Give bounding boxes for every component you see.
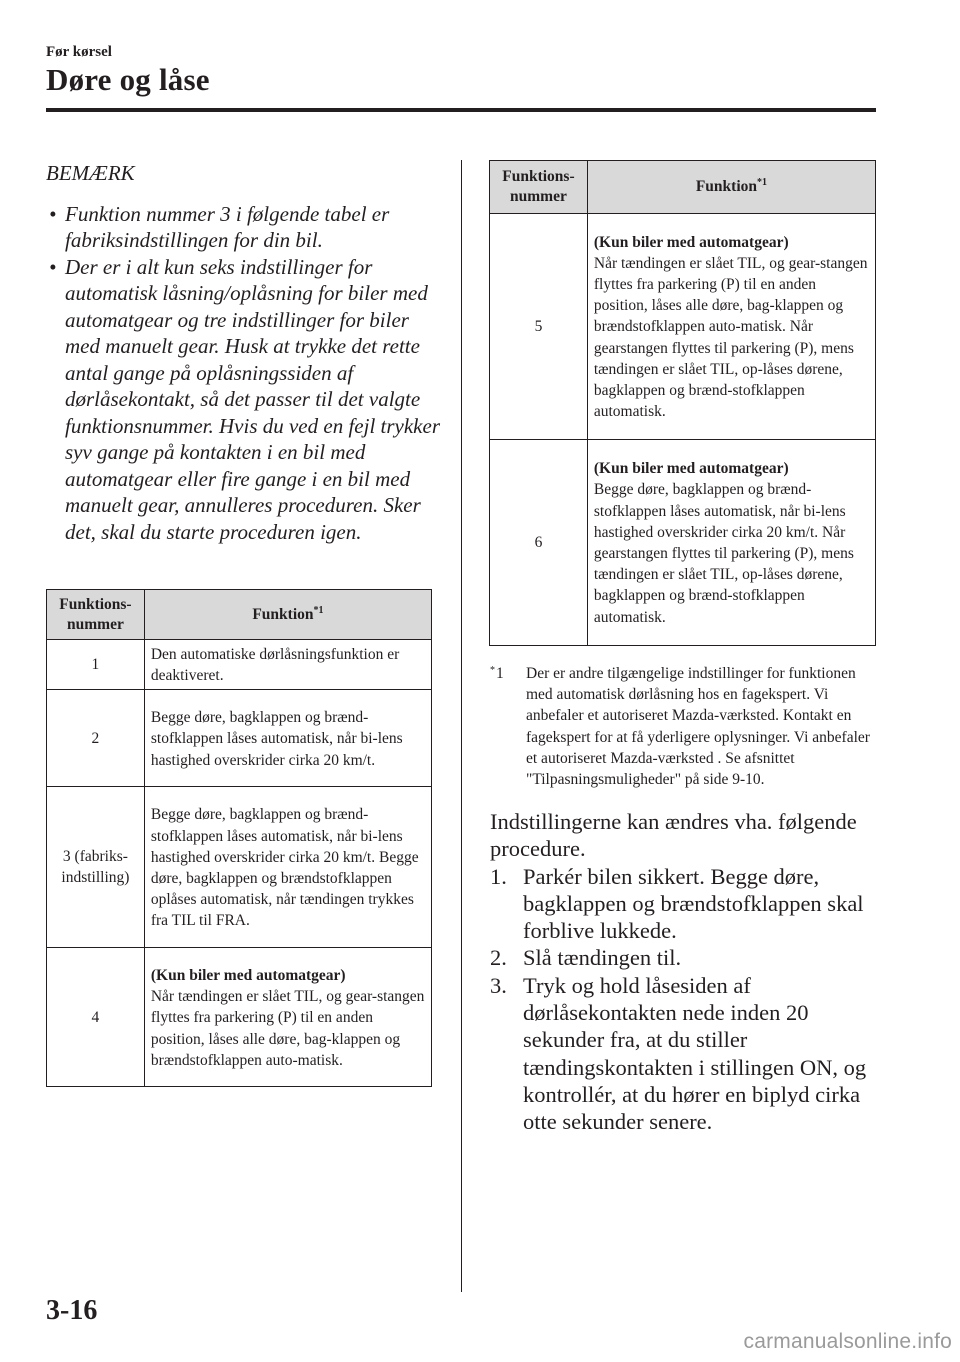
bullet-icon: •: [49, 254, 57, 279]
column-divider: [461, 160, 462, 1292]
page-number: 3-16: [46, 1295, 98, 1326]
function-table-left: [46, 589, 432, 1087]
table-row: [47, 640, 432, 690]
note-item-text: Der er i alt kun seks indstillinger for automatisk låsning/oplåsning for biler med automatgear og tre indstillinger for biler med manuelt gear. Husk at trykke det rette antal gange på oplåsningssiden af dørlåsekontakt, så det passer til det valgte funktionsnummer. Hvis du ved en fejl trykker syv gange på kontakten i en bil med automatgear eller fire gange i en bil med manuelt gear, annulleres proceduren. Sker det, skal du starte proceduren igen.: [65, 254, 440, 544]
procedure-intro: Indstillingerne kan ændres vha. følgende procedure.: [490, 809, 857, 862]
table-row: [490, 440, 876, 646]
function-description: (Kun biler med automatgear) Når tændingen er slået TIL, og gear-stangen flyttes fra parkering (P) til en anden position, låses alle døre, bag-klappen og brændstofklappen auto-matisk. Når gearstangen flyttes til parkering (P), mens tændingen er slået TIL, op-låses dørene, bagklappen og brænd-stofklappen automatisk.: [587, 214, 875, 440]
step-text: Tryk og hold låsesiden af dørlåsekontakten nede inden 20 sekunder fra, at du stiller tændingskontakten i stillingen ON, og kontrollér, at du hører en biplyd cirka otte sekunder senere.: [523, 972, 867, 1135]
column-header-number: Funktions- nummer: [490, 161, 588, 214]
footnote-mark: *: [490, 665, 495, 676]
section-label: Før kørsel: [46, 44, 112, 60]
note-item: [46, 254, 441, 546]
function-table-right: [489, 160, 876, 646]
procedure-step: [490, 863, 880, 945]
function-description: Begge døre, bagklappen og brænd-stofklappen låses automatisk, når bi-lens hastighed overskrider cirka 20 km/t.: [144, 690, 431, 787]
note-item-text: Funktion nummer 3 i følgende tabel er fabriksindstillingen for din bil.: [65, 201, 390, 252]
function-condition: (Kun biler med automatgear): [593, 460, 789, 478]
step-number: 2.: [490, 945, 507, 971]
function-condition: (Kun biler med automatgear): [150, 966, 346, 984]
procedure-block: [490, 808, 880, 1136]
column-header-number: Funktions- nummer: [47, 590, 145, 640]
table-header-row: [490, 161, 876, 214]
column-header-function: Funktion$^{*1}$: [144, 590, 431, 640]
footnote: [490, 663, 878, 790]
step-number: 3.: [490, 972, 507, 998]
function-description: (Kun biler med automatgear) Når tændingen er slået TIL, og gear-stangen flyttes fra parkering (P) til en anden position, låses alle døre, bag-klappen og brændstofklappen auto-matisk.: [144, 948, 431, 1087]
function-description: Den automatiske dørlåsningsfunktion er deaktiveret.: [144, 640, 431, 690]
page-title: Døre og låse: [46, 62, 210, 97]
bullet-icon: •: [49, 201, 57, 226]
note-item: [46, 201, 441, 254]
table-row: [47, 690, 432, 787]
table-row: [47, 948, 432, 1087]
column-header-function: Funktion$^{*1}$: [587, 161, 875, 214]
function-description: (Kun biler med automatgear) Begge døre, bagklappen og brænd-stofklappen låses automatisk, når bi-lens hastighed overskrider cirka 20 km/t. Når gearstangen flyttes til parkering (P), mens tændingen er slået TIL, op-låses dørene, bagklappen og brænd-stofklappen automatisk.: [587, 440, 875, 646]
function-number: 3 (fabriks-indstilling): [47, 787, 145, 948]
function-number: 4: [47, 948, 145, 1087]
note-heading: BEMÆRK: [46, 161, 135, 185]
footnote-text: Der er andre tilgængelige indstillinger for funktionen med automatisk dørlåsning hos en fagekspert. Vi anbefaler et autoriseret Mazda-værksted. Kontakt en fagekspert for at få yderligere oplysninger. Vi anbefaler et autoriseret Mazda-værksted . Se afsnittet "Tilpasningsmuligheder" på side 9-10.: [526, 665, 870, 789]
function-number: 1: [47, 640, 145, 690]
function-description: Begge døre, bagklappen og brænd-stofklappen låses automatisk, når bi-lens hastighed overskrider cirka 20 km/t. Begge døre, bagklappen og brændstofklappen oplåses automatisk, når tændingen trykkes fra TIL til FRA.: [144, 787, 431, 948]
table-row: [47, 787, 432, 948]
table-row: [490, 214, 876, 440]
note-block: [46, 160, 441, 545]
watermark: carmanualsonline.info: [743, 1330, 952, 1353]
procedure-step: [490, 972, 880, 1136]
header-rule: [46, 108, 876, 112]
step-text: Slå tændingen til.: [523, 945, 682, 971]
step-text: Parkér bilen sikkert. Begge døre, bagklappen og brændstofklappen skal forblive lukkede.: [523, 863, 864, 944]
step-number: 1.: [490, 863, 507, 889]
function-condition: (Kun biler med automatgear): [593, 233, 789, 251]
table-header-row: [47, 590, 432, 640]
function-number: 5: [490, 214, 588, 440]
function-number: 6: [490, 440, 588, 646]
procedure-step: [490, 944, 880, 971]
footnote-number: 1: [496, 665, 504, 682]
function-number: 2: [47, 690, 145, 787]
